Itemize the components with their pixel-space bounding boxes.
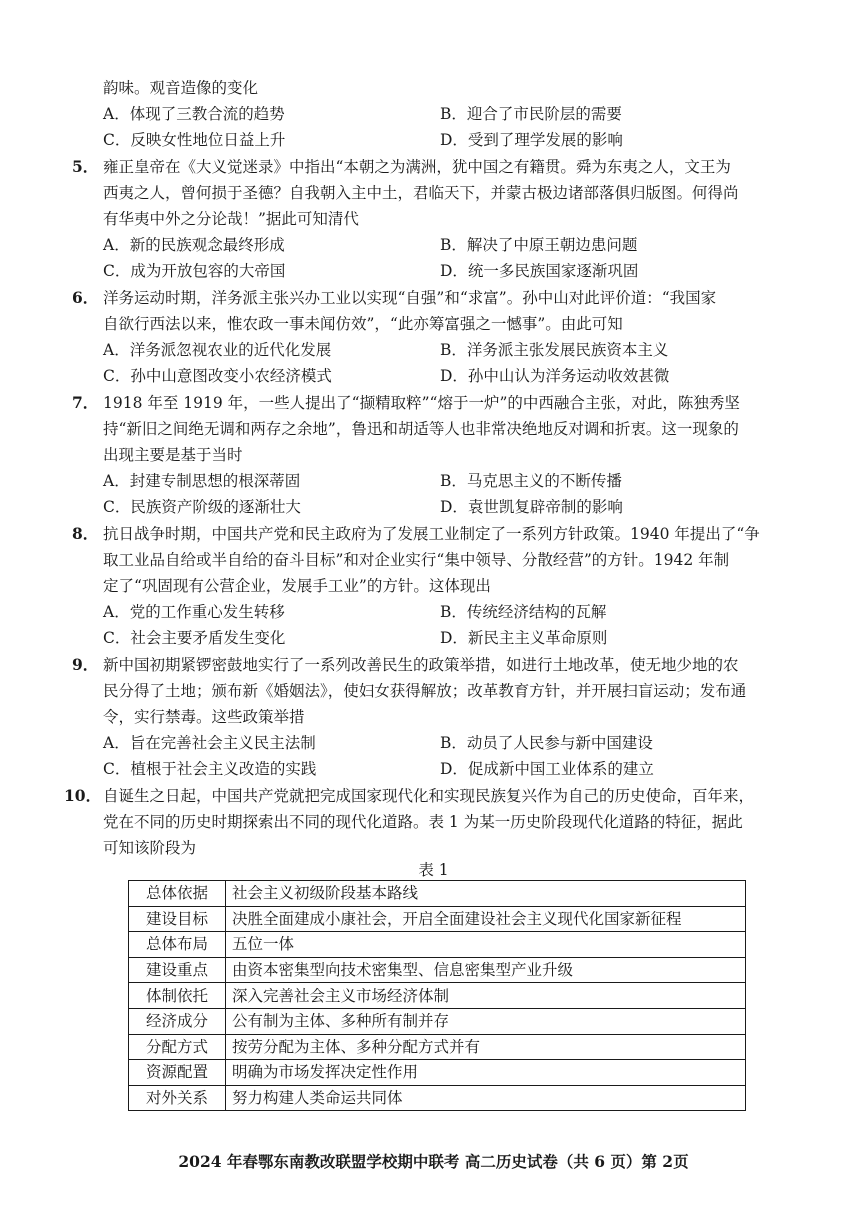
q8-stem-line-2: 取工业品自给或半自给的奋斗目标”和对企业实行“集中领导、分散经营”的方针。1942 年制 [103, 551, 730, 569]
table-key-cell: 建设重点 [129, 957, 226, 983]
table-row [129, 1060, 746, 1086]
q9-number: 9． [72, 655, 99, 674]
q7-number: 7． [72, 393, 99, 412]
table-value-cell: 明确为市场发挥决定性作用 [226, 1060, 746, 1086]
table-value-cell: 公有制为主体、多种所有制并存 [226, 1008, 746, 1034]
q5-stem-line-2: 西夷之人，曾何损于圣德？自我朝入主中土，君临天下，并蒙古极边诸部落俱归版图。何得尚 [103, 184, 739, 202]
table-value-cell: 五位一体 [226, 932, 746, 958]
q5-option-d: D．统一多民族国家逐渐巩固 [440, 262, 639, 280]
q9-option-a: A．旨在完善社会主义民主法制 [103, 734, 316, 752]
table-value-cell: 由资本密集型向技术密集型、信息密集型产业升级 [226, 957, 746, 983]
table-key-cell: 总体布局 [129, 932, 226, 958]
q8-option-d: D．新民主主义革命原则 [440, 629, 608, 647]
q8-stem-line-1: 抗日战争时期，中国共产党和民主政府为了发展工业制定了一系列方针政策。1940 年提出了“争 [103, 525, 760, 543]
q9-stem-line-3: 令，实行禁毒。这些政策举措 [103, 708, 305, 726]
q5-stem-line-1: 雍正皇帝在《大义觉迷录》中指出“本朝之为满洲，犹中国之有籍贯。舜为东夷之人，文王为 [103, 158, 731, 176]
q4-option-d: D．受到了理学发展的影响 [440, 131, 623, 149]
table-key-cell: 建设目标 [129, 906, 226, 932]
q6-stem-line-2: 自欲行西法以来，惟农政一事未闻仿效”，“此亦筹富强之一憾事”。由此可知 [103, 315, 623, 333]
q8-option-a: A．党的工作重心发生转移 [103, 603, 285, 621]
q8-stem-line-3: 定了“巩固现有公营企业，发展手工业”的方针。这体现出 [103, 577, 491, 595]
table-key-cell: 分配方式 [129, 1034, 226, 1060]
q5-option-c: C．成为开放包容的大帝国 [103, 262, 286, 280]
table-row [129, 1008, 746, 1034]
table-row [129, 1034, 746, 1060]
table-row [129, 906, 746, 932]
table-value-cell: 决胜全面建成小康社会，开启全面建设社会主义现代化国家新征程 [226, 906, 746, 932]
q7-option-c: C．民族资产阶级的逐渐壮大 [103, 498, 301, 516]
table-key-cell: 对外关系 [129, 1085, 226, 1111]
table-value-cell: 社会主义初级阶段基本路线 [226, 881, 746, 907]
q7-option-a: A．封建专制思想的根深蒂固 [103, 472, 301, 490]
table-row [129, 983, 746, 1009]
q5-stem-line-3: 有华夷中外之分论哉！”据此可知清代 [103, 210, 359, 228]
q6-option-c: C．孙中山意图改变小农经济模式 [103, 367, 332, 385]
table-key-cell: 经济成分 [129, 1008, 226, 1034]
table-key-cell: 总体依据 [129, 881, 226, 907]
table-key-cell: 体制依托 [129, 983, 226, 1009]
q5-option-a: A．新的民族观念最终形成 [103, 236, 285, 254]
q4-stem-tail: 韵味。观音造像的变化 [103, 79, 259, 97]
q7-stem-line-2: 持“新旧之间绝无调和两存之余地”，鲁迅和胡适等人也非常决绝地反对调和折衷。这一现象的 [103, 420, 739, 438]
table-caption: 表 1 [418, 861, 449, 879]
q5-number: 5． [72, 157, 99, 176]
table-row [129, 881, 746, 907]
table-value-cell: 深入完善社会主义市场经济体制 [226, 983, 746, 1009]
q4-option-a: A．体现了三教合流的趋势 [103, 105, 285, 123]
q7-option-d: D．袁世凯复辟帝制的影响 [440, 498, 623, 516]
q10-stem-line-3: 可知该阶段为 [103, 839, 197, 857]
q6-option-d: D．孙中山认为洋务运动收效甚微 [440, 367, 670, 385]
q10-number: 10． [64, 786, 102, 805]
q7-stem-line-1: 1918 年至 1919 年，一些人提出了“撷精取粹”“熔于一炉”的中西融合主张，对此，陈独秀坚 [103, 394, 740, 412]
table-1 [128, 880, 746, 1111]
q9-stem-line-2: 民分得了土地；颁布新《婚姻法》，使妇女获得解放；改革教育方针，并开展扫盲运动；发布通 [103, 682, 747, 700]
table-row [129, 957, 746, 983]
table-key-cell: 资源配置 [129, 1060, 226, 1086]
q9-option-c: C．植根于社会主义改造的实践 [103, 760, 317, 778]
q7-stem-line-3: 出现主要是基于当时 [103, 446, 243, 464]
q9-option-b: B．动员了人民参与新中国建设 [440, 734, 653, 752]
q6-stem-line-1: 洋务运动时期，洋务派主张兴办工业以实现“自强”和“求富”。孙中山对此评价道：“我国家 [103, 289, 717, 307]
q9-option-d: D．促成新中国工业体系的建立 [440, 760, 654, 778]
page-footer: 2024 年春鄂东南教改联盟学校期中联考 高二历史试卷（共 6 页）第 2页 [178, 1152, 689, 1171]
q9-stem-line-1: 新中国初期紧锣密鼓地实行了一系列改善民生的政策举措，如进行土地改革，使无地少地的农 [103, 656, 739, 674]
q6-option-a: A．洋务派忽视农业的近代化发展 [103, 341, 332, 359]
q8-option-c: C．社会主要矛盾发生变化 [103, 629, 286, 647]
table-row [129, 1085, 746, 1111]
q4-option-c: C．反映女性地位日益上升 [103, 131, 286, 149]
q5-option-b: B．解决了中原王朝边患问题 [440, 236, 638, 254]
q7-option-b: B．马克思主义的不断传播 [440, 472, 622, 490]
q10-stem-line-2: 党在不同的历史时期探索出不同的现代化道路。表 1 为某一历史阶段现代化道路的特征，据此 [103, 813, 743, 831]
q4-option-b: B．迎合了市民阶层的需要 [440, 105, 622, 123]
table-value-cell: 按劳分配为主体、多种分配方式并有 [226, 1034, 746, 1060]
q10-stem-line-1: 自诞生之日起，中国共产党就把完成国家现代化和实现民族复兴作为自己的历史使命，百年来， [103, 787, 755, 805]
q6-option-b: B．洋务派主张发展民族资本主义 [440, 341, 669, 359]
table-row [129, 932, 746, 958]
q6-number: 6． [72, 288, 99, 307]
table-value-cell: 努力构建人类命运共同体 [226, 1085, 746, 1111]
q8-option-b: B．传统经济结构的瓦解 [440, 603, 607, 621]
q8-number: 8． [72, 524, 99, 543]
